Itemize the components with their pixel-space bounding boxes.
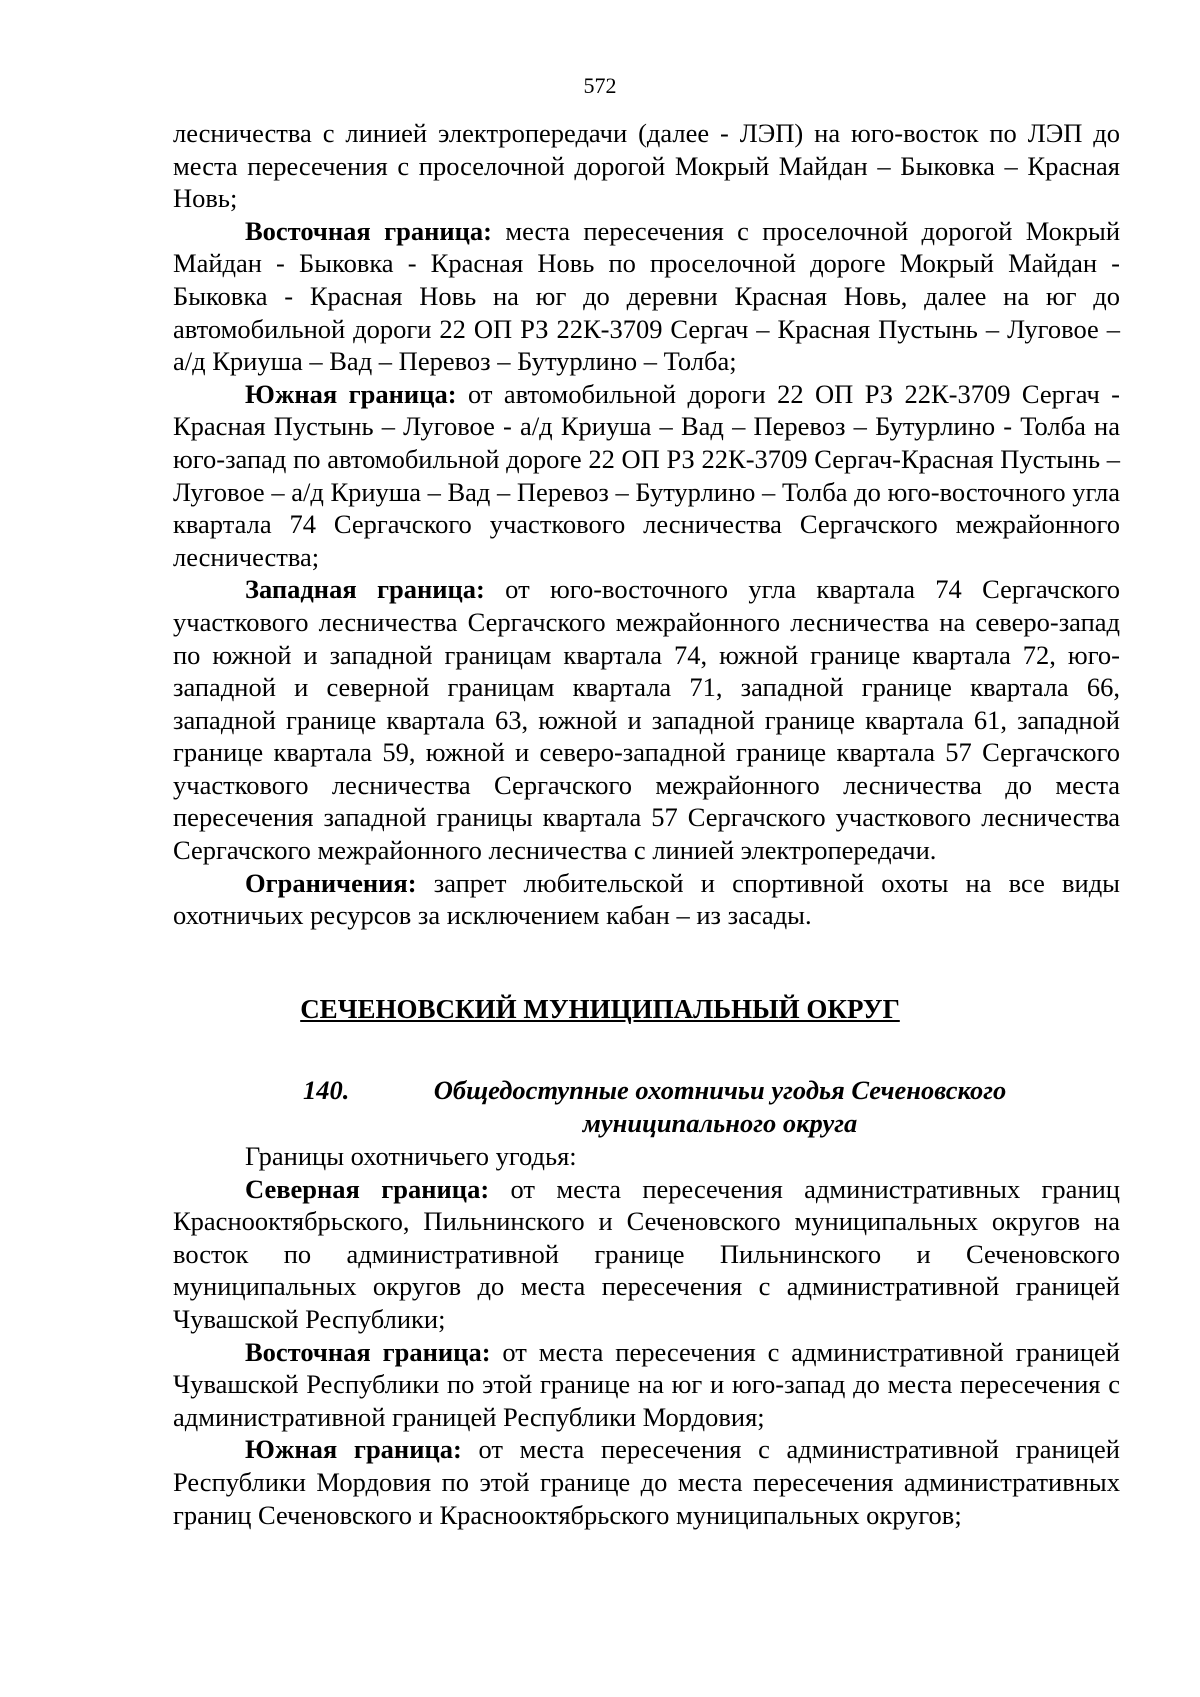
south-boundary-text-2: от места пересечения с административной границей Республики Мордовия по этой границе до места пересечения административных границ Сеченовского и Краснооктябрьского муниципальных округов;	[173, 1434, 1120, 1530]
north-boundary-text: от места пересечения административных границ Краснооктябрьского, Пильнинского и Сеченовского муниципальных округов на восток по административной границе Пильнинского и Сеченовского муниципальных округов до места пересечения с административной границей Чувашской Республики;	[173, 1173, 1120, 1334]
section-title: СЕЧЕНОВСКИЙ МУНИЦИПАЛЬНЫЙ ОКРУГ	[300, 994, 900, 1024]
east-boundary-label-2: Восточная граница:	[245, 1336, 491, 1367]
east-boundary-paragraph-2	[173, 1336, 1120, 1434]
continuation-paragraph: лесничества с линией электропередачи (далее - ЛЭП) на юго-восток по ЛЭП до места пересечения с проселочной дорогой Мокрый Майдан – Быковка – Красная Новь;	[173, 118, 1120, 214]
restrictions-label: Ограничения:	[245, 867, 417, 898]
part2-block	[173, 1140, 1120, 1531]
south-boundary-paragraph-2	[173, 1433, 1120, 1531]
east-boundary-paragraph	[173, 215, 1120, 378]
south-boundary-text: от автомобильной дороги 22 ОП РЗ 22К-3709 Сергач - Красная Пустынь – Луговое - а/д Криуша – Вад – Перевоз – Бутурлино - Толба на юго-запад по автомобильной дороге 22 ОП РЗ 22К-3709 Сергач-Красная Пустынь – Луговое – а/д Криуша – Вад – Перевоз – Бутурлино – Толба до юго-восточного угла квартала 74 Сергачского участкового лесничества Сергачского межрайонного лесничества;	[173, 378, 1120, 572]
west-boundary-text: от юго-восточного угла квартала 74 Сергачского участкового лесничества Сергачского межрайонного лесничества на северо-запад по южной и западной границам квартала 74, южной границе квартала 72, юго-западной и северной границам квартала 71, западной границе квартала 66, западной границе квартала 63, южной и западной границе квартала 61, западной границе квартала 59, южной и северо-западной границе квартала 57 Сергачского участкового лесничества Сергачского межрайонного лесничества до места пересечения западной границы квартала 57 Сергачского участкового лесничества Сергачского межрайонного лесничества с линией электропередачи.	[173, 574, 1120, 866]
south-boundary-paragraph	[173, 378, 1120, 574]
item-number: 140.	[303, 1075, 350, 1105]
west-boundary-paragraph	[173, 573, 1120, 866]
east-boundary-label: Восточная граница:	[245, 215, 492, 246]
boundaries-intro: Границы охотничьего угодья:	[245, 1141, 577, 1171]
restrictions-paragraph	[173, 867, 1120, 932]
west-boundary-label: Западная граница:	[245, 574, 485, 605]
north-boundary-paragraph	[173, 1173, 1120, 1336]
east-boundary-text-2: от места пересечения с административной границей Чувашской Республики по этой границе на юг и юго-запад до места пересечения с административной границей Республики Мордовия;	[173, 1336, 1120, 1432]
restrictions-text: запрет любительской и спортивной охоты на все виды охотничьих ресурсов за исключением кабан – из засады.	[173, 867, 1120, 931]
south-boundary-label: Южная граница:	[245, 378, 457, 409]
north-boundary-label: Северная граница:	[245, 1173, 490, 1204]
south-boundary-label-2: Южная граница:	[245, 1434, 462, 1465]
item-title	[400, 1074, 1040, 1139]
item-title-line-2: муниципального округа	[582, 1107, 858, 1138]
item-title-line-1: Общедоступные охотничьи угодья Сеченовского	[433, 1075, 1007, 1105]
east-boundary-text: места пересечения с проселочной дорогой Мокрый Майдан - Быковка - Красная Новь по проселочной дороге Мокрый Майдан - Быковка - Красная Новь на юг до деревни Красная Новь, далее на юг до автомобильной дороги 22 ОП РЗ 22К-3709 Сергач – Красная Пустынь – Луговое – а/д Криуша – Вад – Перевоз – Бутурлино – Толба;	[173, 215, 1120, 377]
page-number: 572	[583, 73, 617, 98]
part1-block	[173, 117, 1120, 932]
